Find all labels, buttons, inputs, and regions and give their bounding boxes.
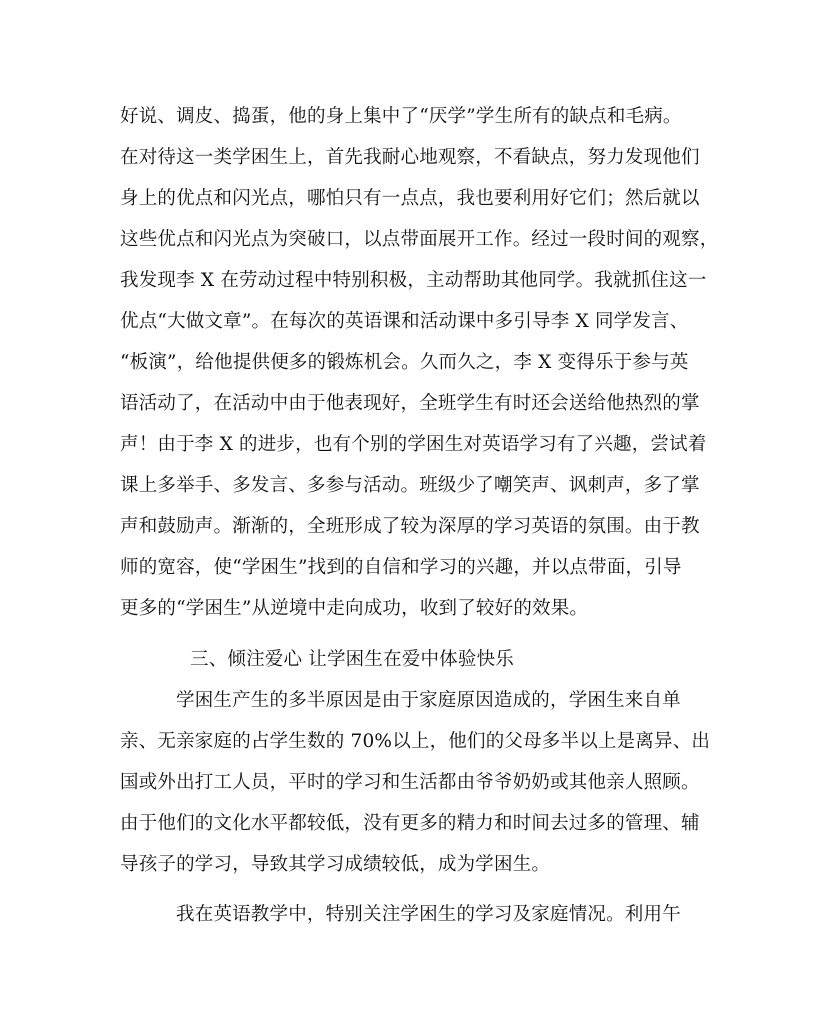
paragraph-line: 由于他们的文化水平都较低，没有更多的精力和时间去过多的管理、辅 — [120, 813, 700, 834]
paragraph-line: 这些优点和闪光点为突破口，以点带面展开工作。经过一段时间的观察， — [120, 229, 719, 250]
paragraph-line: 声和鼓励声。渐渐的，全班形成了较为深厚的学习英语的氛围。由于教 — [120, 516, 700, 537]
paragraph-line: 我发现李 X 在劳动过程中特别积极，主动帮助其他同学。我就抓住这一 — [120, 270, 707, 291]
paragraph-line: 身上的优点和闪光点，哪怕只有一点点，我也要利用好它们；然后就以 — [120, 188, 700, 209]
paragraph-line: 语活动了，在活动中由于他表现好，全班学生有时还会送给他热烈的掌 — [120, 393, 700, 414]
paragraph-line: 学困生产生的多半原因是由于家庭原因造成的，学困生来自单 — [176, 690, 681, 711]
paragraph-line: “板演”，给他提供便多的锻炼机会。久而久之，李 X 变得乐于参与英 — [120, 352, 689, 373]
paragraph-line: 更多的“学困生”从逆境中走向成功，收到了较好的效果。 — [120, 598, 589, 619]
paragraph-line: 好说、调皮、捣蛋，他的身上集中了“厌学”学生所有的缺点和毛病。 — [120, 106, 682, 127]
paragraph-line: 我在英语教学中，特别关注学困生的学习及家庭情况。利用午 — [176, 904, 681, 925]
paragraph-line: 亲、无亲家庭的占学生数的 70%以上，他们的父母多半以上是离异、出 — [120, 731, 711, 752]
paragraph-line: 导孩子的学习，导致其学习成绩较低，成为学困生。 — [120, 854, 551, 875]
paragraph-line: 国或外出打工人员，平时的学习和生活都由爷爷奶奶或其他亲人照顾。 — [120, 772, 700, 793]
paragraph-line: 在对待这一类学困生上，首先我耐心地观察，不看缺点，努力发现他们 — [120, 147, 700, 168]
paragraph-line: 师的宽容，使“学困生”找到的自信和学习的兴趣，并以点带面，引导 — [120, 557, 682, 578]
section-heading: 三、倾注爱心 让学困生在爱中体验快乐 — [190, 649, 514, 670]
paragraph-line: 优点“大做文章”。在每次的英语课和活动课中多引导李 X 同学发言、 — [120, 311, 689, 332]
paragraph-line: 声！由于李 X 的进步，也有个别的学困生对英语学习有了兴趣，尝试着 — [120, 434, 707, 455]
paragraph-line: 课上多举手、多发言、多参与活动。班级少了嘲笑声、讽刺声，多了掌 — [120, 475, 700, 496]
